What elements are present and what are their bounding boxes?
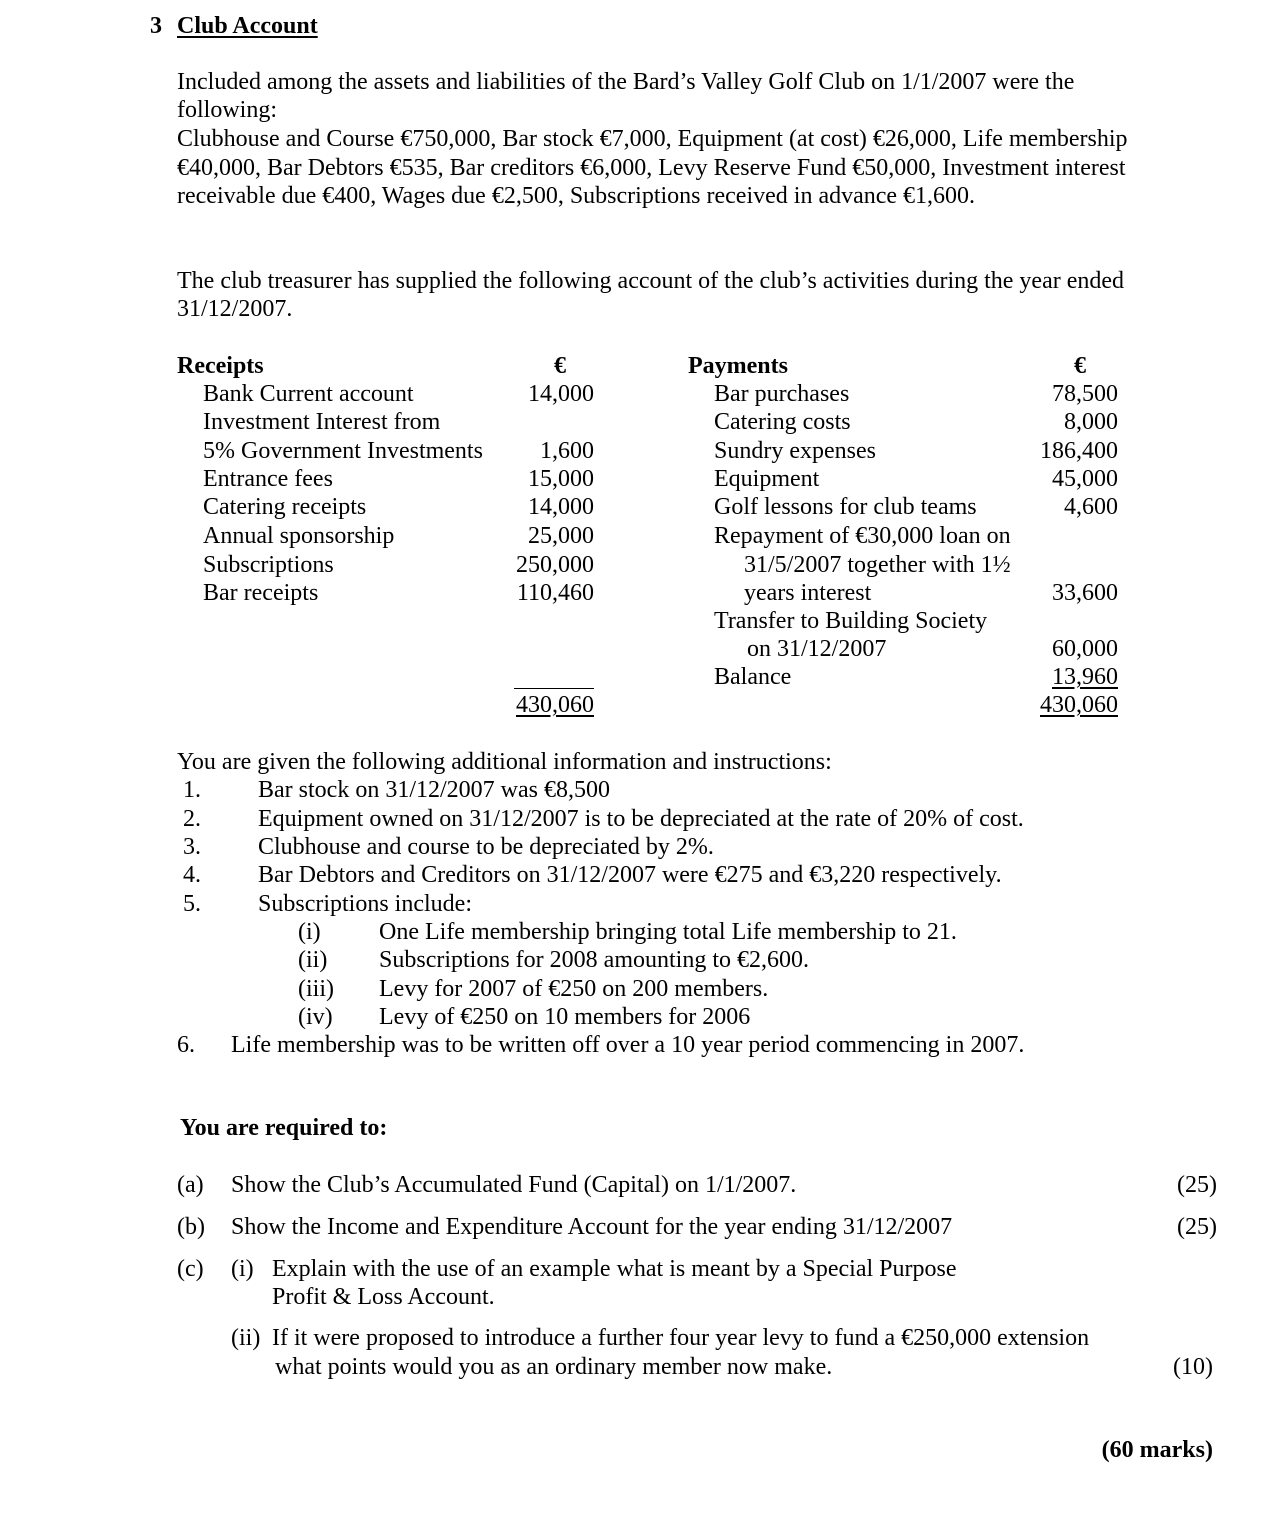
payment-amount: 13,960	[1052, 664, 1118, 690]
required-heading: You are required to:	[180, 1115, 388, 1141]
info-item-number: 1.	[183, 777, 201, 803]
intro-line-2: following:	[177, 97, 277, 123]
part-c-ii-line-1: If it were proposed to introduce a further four year levy to fund a €250,000 extension	[272, 1325, 1090, 1351]
subitem-text: Levy for 2007 of €250 on 200 members.	[379, 976, 769, 1002]
total-marks: (60 marks)	[1101, 1437, 1213, 1463]
info-item-number: 3.	[183, 834, 201, 860]
payment-amount: 186,400	[1040, 438, 1118, 464]
info-item-text: Life membership was to be written off over a 10 year period commencing in 2007.	[231, 1032, 1025, 1058]
payment-label: on 31/12/2007	[747, 636, 887, 662]
info-item-number: 4.	[183, 862, 201, 888]
payment-label: Equipment	[714, 466, 820, 492]
part-b-text: Show the Income and Expenditure Account for the year ending 31/12/2007	[231, 1214, 953, 1240]
payment-label: Bar purchases	[714, 381, 850, 407]
part-c-label: (c)	[177, 1256, 204, 1282]
receipt-amount: 25,000	[528, 523, 594, 549]
part-b-label: (b)	[177, 1214, 205, 1240]
info-item-text: Clubhouse and course to be depreciated by 2%.	[258, 834, 714, 860]
question-number: 3	[150, 13, 162, 39]
receipt-amount: 250,000	[516, 552, 594, 578]
info-item-text: Equipment owned on 31/12/2007 is to be depreciated at the rate of 20% of cost.	[258, 806, 1024, 832]
payment-amount: 45,000	[1052, 466, 1118, 492]
info-item-text: Subscriptions include:	[258, 891, 472, 917]
part-c-i-line-2: Profit & Loss Account.	[272, 1284, 495, 1310]
payment-label: Catering costs	[714, 409, 851, 435]
receipt-label: Entrance fees	[203, 466, 333, 492]
receipts-total: 430,060	[516, 692, 594, 718]
subitem-number: (iii)	[298, 976, 334, 1002]
subitem-number: (ii)	[298, 947, 328, 973]
receipt-amount: 14,000	[528, 494, 594, 520]
payment-label: Repayment of €30,000 loan on	[714, 523, 1011, 549]
info-item-text: Bar Debtors and Creditors on 31/12/2007 were €275 and €3,220 respectively.	[258, 862, 1002, 888]
payment-label: Balance	[714, 664, 792, 690]
intro-line-3: Clubhouse and Course €750,000, Bar stock €7,000, Equipment (at cost) €26,000, Life membership	[177, 126, 1128, 152]
receipt-label: Annual sponsorship	[203, 523, 395, 549]
part-a-label: (a)	[177, 1172, 204, 1198]
subitem-text: Subscriptions for 2008 amounting to €2,600.	[379, 947, 809, 973]
payments-total: 430,060	[1040, 692, 1118, 718]
subitem-number: (iv)	[298, 1004, 333, 1030]
receipt-amount: 14,000	[528, 381, 594, 407]
info-item-number: 2.	[183, 806, 201, 832]
receipts-heading: Receipts	[177, 353, 264, 379]
intro-line-5: receivable due €400, Wages due €2,500, Subscriptions received in advance €1,600.	[177, 183, 976, 209]
part-c-ii-line-2: what points would you as an ordinary member now make.	[275, 1354, 833, 1380]
receipt-amount: 15,000	[528, 466, 594, 492]
payment-amount: 8,000	[1064, 409, 1118, 435]
receipts-total-rule	[514, 688, 594, 689]
info-item-text: Bar stock on 31/12/2007 was €8,500	[258, 777, 610, 803]
payment-amount: 33,600	[1052, 580, 1118, 606]
part-b-marks: (25)	[1177, 1214, 1217, 1240]
subitem-text: Levy of €250 on 10 members for 2006	[379, 1004, 751, 1030]
payment-amount: 78,500	[1052, 381, 1118, 407]
receipt-amount: 1,600	[540, 438, 594, 464]
payment-label: years interest	[744, 580, 872, 606]
receipts-currency: €	[554, 353, 566, 379]
treasurer-line-2: 31/12/2007.	[177, 296, 293, 322]
part-c-i-label: (i)	[231, 1256, 254, 1282]
treasurer-line-1: The club treasurer has supplied the following account of the club’s activities during the year ended	[177, 268, 1125, 294]
payment-label: Transfer to Building Society	[714, 608, 988, 634]
receipt-label: Investment Interest from	[203, 409, 441, 435]
subitem-text: One Life membership bringing total Life membership to 21.	[379, 919, 957, 945]
info-item-number: 6.	[177, 1032, 195, 1058]
question-title: Club Account	[177, 13, 318, 39]
payment-label: Sundry expenses	[714, 438, 876, 464]
part-a-text: Show the Club’s Accumulated Fund (Capital) on 1/1/2007.	[231, 1172, 797, 1198]
receipt-label: Subscriptions	[203, 552, 334, 578]
receipt-label: Bank Current account	[203, 381, 414, 407]
part-c-marks: (10)	[1173, 1354, 1213, 1380]
subitem-number: (i)	[298, 919, 321, 945]
receipt-label: Bar receipts	[203, 580, 319, 606]
payments-heading: Payments	[688, 353, 788, 379]
intro-line-1: Included among the assets and liabilities of the Bard’s Valley Golf Club on 1/1/2007 were the	[177, 69, 1075, 95]
info-item-number: 5.	[183, 891, 201, 917]
additional-heading: You are given the following additional information and instructions:	[177, 749, 832, 775]
part-a-marks: (25)	[1177, 1172, 1217, 1198]
payment-amount: 4,600	[1064, 494, 1118, 520]
receipt-label: 5% Government Investments	[203, 438, 483, 464]
payment-label: 31/5/2007 together with 1½	[744, 552, 1011, 578]
payments-currency: €	[1074, 353, 1086, 379]
part-c-ii-label: (ii)	[231, 1325, 261, 1351]
receipt-label: Catering receipts	[203, 494, 367, 520]
payment-amount: 60,000	[1052, 636, 1118, 662]
receipt-amount: 110,460	[516, 580, 594, 606]
payment-label: Golf lessons for club teams	[714, 494, 977, 520]
intro-line-4: €40,000, Bar Debtors €535, Bar creditors €6,000, Levy Reserve Fund €50,000, Investment interest	[177, 155, 1126, 181]
part-c-i-line-1: Explain with the use of an example what is meant by a Special Purpose	[272, 1256, 957, 1282]
